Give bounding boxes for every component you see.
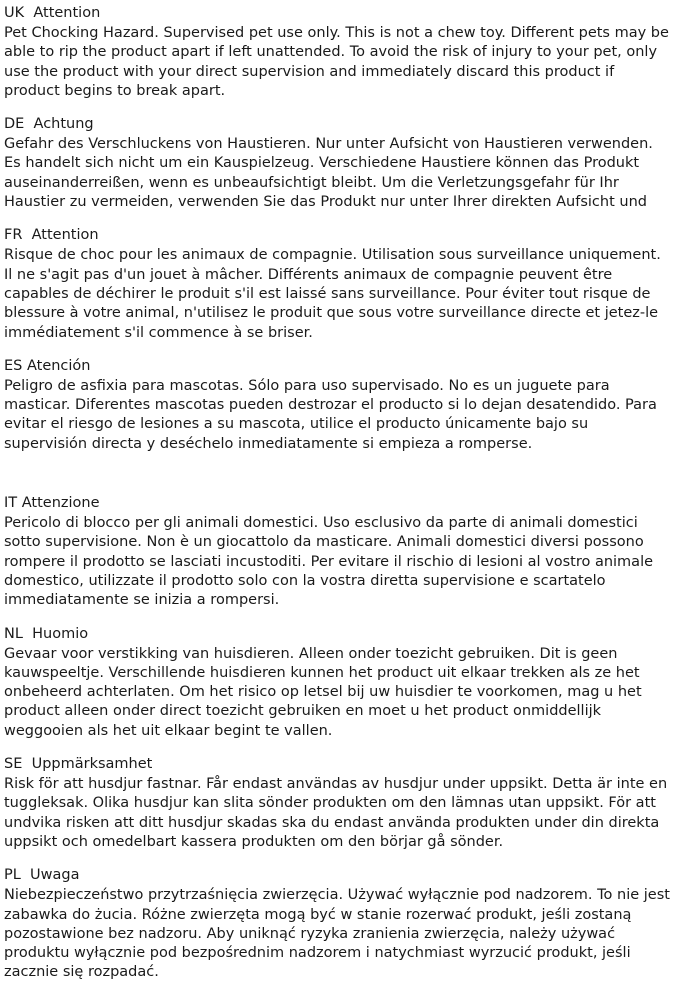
section-heading: FR Attention bbox=[4, 227, 99, 244]
section-heading: DE Achtung bbox=[4, 116, 94, 133]
section-body: Gefahr des Verschluckens von Haustieren. Nur unter Aufsicht von Haustieren verwenden. Es handelt sich nicht um ein Kauspielzeug. Verschiedene Haustiere können das Produkt auseinanderreißen, wenn es unbeaufsichtigt bleibt. Um die Verletzungsgefahr für Ihr Haustier zu vermeiden, verwenden Sie das Produkt nur unter Ihrer direkten Aufsicht und bbox=[4, 136, 653, 211]
section-heading: IT Attenzione bbox=[4, 495, 100, 512]
section-heading: UK Attention bbox=[4, 5, 101, 21]
warning-section-es bbox=[4, 357, 671, 454]
warning-section-de bbox=[4, 115, 671, 212]
warning-section-uk bbox=[4, 4, 671, 101]
section-body: Risk för att husdjur fastnar. Får endast användas av husdjur under uppsikt. Detta är inte en tuggleksak. Olika husdjur kan slita sönder produkten om den lämnas utan uppsikt. För att undvika risken att ditt husdjur skadas ska du endast använda produkten under din direkta uppsikt och omedelbart kassera produkten om den börjar gå sönder. bbox=[4, 776, 668, 850]
section-heading: SE Uppmärksamhet bbox=[4, 756, 153, 773]
section-heading: PL Uwaga bbox=[4, 867, 80, 884]
section-body: Peligro de asfixia para mascotas. Sólo para uso supervisado. No es un juguete para masticar. Diferentes mascotas pueden destrozar el producto si lo dejan desatendido. Para evitar el riesgo de lesiones a su mascota, utilice el producto únicamente bajo su supervisión directa y deséchelo inmediatamente si empieza a romperse. bbox=[4, 377, 657, 452]
section-heading: NL Huomio bbox=[4, 625, 89, 642]
section-body: Risque de choc pour les animaux de compagnie. Utilisation sous surveillance uniquement. Il ne s'agit pas d'un jouet à mâcher. Différents animaux de compagnie peuvent être capables de déchirer le produit s'il est laissé sans surveillance. Pour éviter tout risque de blessure à votre animal, n'utilisez le produit que sous votre surveillance directe et jetez-le immédiatement s'il commence à se briser. bbox=[4, 247, 661, 341]
section-body: Pet Chocking Hazard. Supervised pet use only. This is not a chew toy. Different pets may be able to rip the product apart if left unattended. To avoid the risk of injury to your pet, only use the product with your direct supervision and immediately discard this product if product begins to break apart. bbox=[4, 25, 669, 99]
section-body: Niebezpieczeństwo przytrzaśnięcia zwierzęcia. Używać wyłącznie pod nadzorem. To nie jest zabawka do żucia. Różne zwierzęta mogą być w stanie rozerwać produkt, jeśli zostaną pozostawione bez nadzoru. Aby uniknąć ryzyka zranienia zwierzęcia, należy używać produktu wyłącznie pod bezpośrednim nadzorem i natychmiast wyrzucić produkt, jeśli zacznie się rozpadać. bbox=[4, 887, 670, 981]
warning-section-it bbox=[4, 494, 671, 610]
warning-section-nl bbox=[4, 625, 671, 741]
warning-section-se bbox=[4, 755, 671, 852]
section-body: Gevaar voor verstikking van huisdieren. Alleen onder toezicht gebruiken. Dit is geen kauwspeeltje. Verschillende huisdieren kunnen het product uit elkaar trekken als ze het onbeheerd achterlaten. Om het risico op letsel bij uw huisdier te voorkomen, mag u het product alleen onder direct toezicht gebruiken en moet u het product onmiddellijk weggooien als het uit elkaar begint te vallen. bbox=[4, 645, 642, 739]
section-body: Pericolo di blocco per gli animali domestici. Uso esclusivo da parte di animali domestici sotto supervisione. Non è un giocattolo da masticare. Animali domestici diversi possono rompere il prodotto se lasciati incustoditi. Per evitare il rischio di lesioni al vostro animale domestico, utilizzate il prodotto solo con la vostra diretta supervisione e scartatelo immediatamente se inizia a rompersi. bbox=[4, 515, 654, 609]
warning-section-pl bbox=[4, 866, 671, 982]
section-heading: ES Atención bbox=[4, 357, 91, 374]
warning-section-fr bbox=[4, 226, 671, 342]
